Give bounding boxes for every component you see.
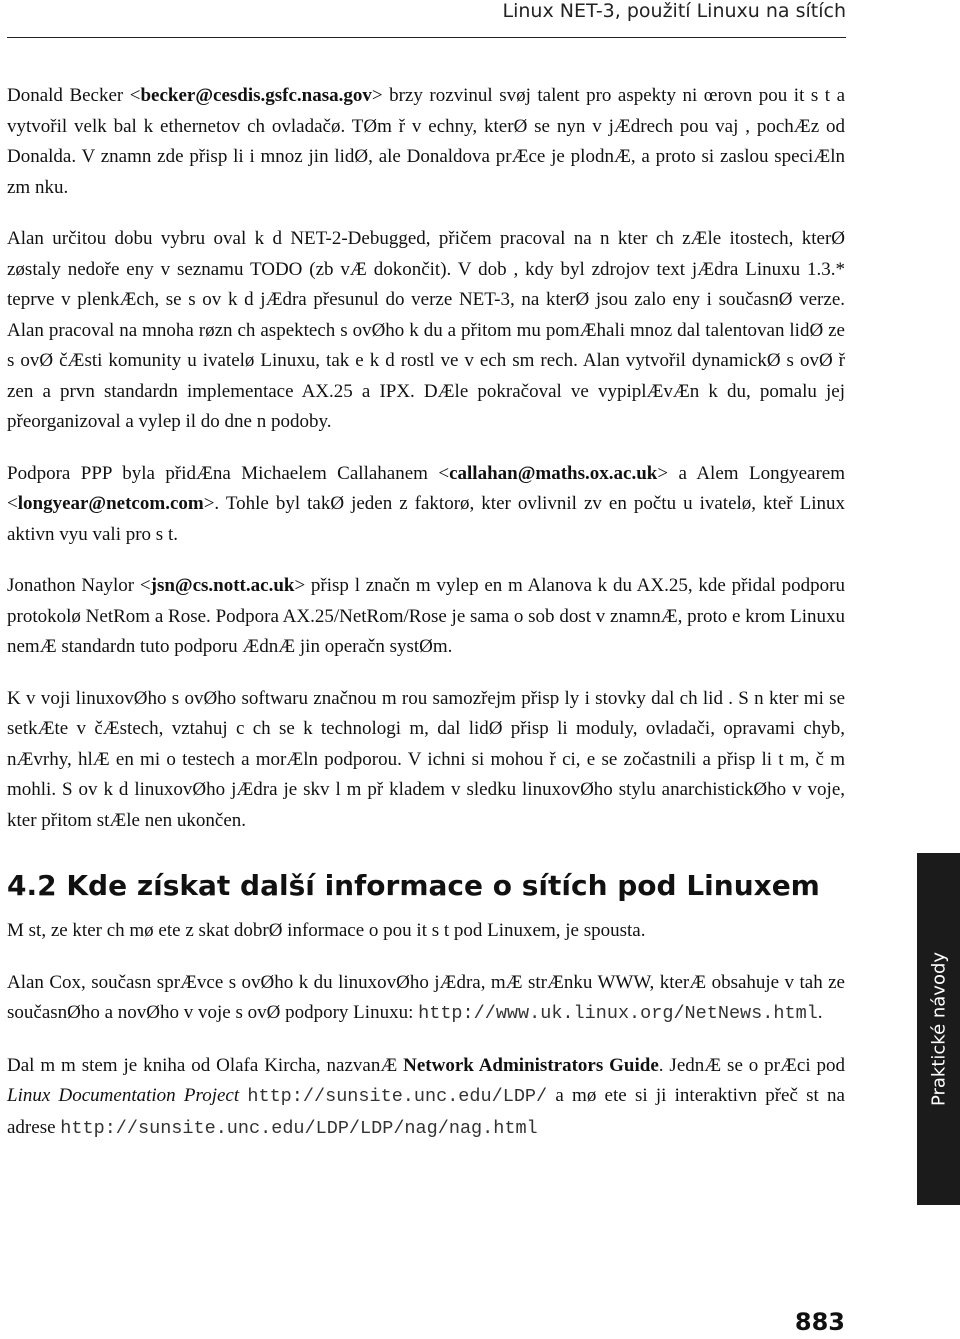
- page-number: 883: [794, 1308, 845, 1336]
- paragraph-text: a mø ete si ji interaktivn přeč st na adrese: [7, 1085, 845, 1138]
- url-nag[interactable]: http://sunsite.unc.edu/LDP/LDP/nag/nag.html: [60, 1117, 538, 1139]
- paragraph-community: K v voji linuxovØho s ovØho softwaru značnou m rou samozřejm přisp ly i stovky dal ch lid . S n kter mi se setkÆte v čÆstech, vztahuj c ch se k technologi m, dal lidØ přisp li moduly, ovladači, opravami chyb, nÆvrhy, hlÆ en mi o testech a morÆln podporou. V ichni si mohou ř ci, e se zočastnili a přisp li t m, č m mohli. S ov k d linuxovØho jÆdra je skv l m př kladem v sledku linuxovØho stylu anarchistickØho v voje, kter přitom stÆle nen ukončen.: [7, 687, 845, 831]
- header-rule: [7, 37, 846, 38]
- paragraph-nag: [7, 1051, 845, 1145]
- paragraph-text: Donald Becker <: [7, 85, 141, 106]
- paragraph-text: > přisp l značn m vylep en m Alanova k du AX.25, kde přidal podporu protokolø NetRom a Rose. Podpora AX.25/NetRom/Rose je sama o sob dost v znamnÆ, proto e krom Linuxu nemÆ standardn tuto podporu ÆdnÆ jin operačn systØm.: [7, 575, 845, 657]
- paragraph-alan-net2: Alan určitou dobu vybru oval k d NET-2-Debugged, přičem pracoval na n kter ch zÆle itostech, kterØ zøstaly nedoře eny v seznamu TODO (zb vÆ dokončit). V dob , kdy byl zdrojov text jÆdra Linuxu 1.3.* teprve v plenkÆch, se s ov k d jÆdra přesunul do verze NET-3, na kterØ jsou zalo eny i současnØ verze. Alan pracoval na mnoha røzn ch aspektech s ovØho k du a přitom mu pomÆhali mnoz dal talentovan lidØ ze s ovØ čÆsti komunity u ivatelø Linuxu, tak e k d rostl ve v ech sm rech. Alan vytvořil dynamickØ s ovØ ř zen a prvn standardn implementace AX.25 a IPX. DÆle pokračoval ve vypiplÆvÆn k du, pomalu jej přeorganizoval a vylep il do dne n podoby.: [7, 228, 845, 432]
- paragraph-text: .: [817, 1002, 823, 1023]
- paragraph-ppp-support: [7, 459, 845, 551]
- paragraph-text: Alan Cox, současn sprÆvce s ovØho k du linuxovØho jÆdra, mÆ strÆnku WWW, kterÆ obsahuje v tah ze současnØho a novØho v voje s ovØ podpory Linuxu:: [7, 971, 845, 1023]
- book-title: Network Administrators Guide: [403, 1054, 659, 1076]
- page-content: [7, 81, 845, 1165]
- paragraph-sources-intro: M st, ze kter ch mø ete z skat dobrØ informace o pou it s t pod Linuxem, je spousta.: [7, 920, 646, 941]
- paragraph-donald-becker: [7, 81, 845, 203]
- paragraph-alan-cox: [7, 968, 845, 1030]
- url-ldp[interactable]: http://sunsite.unc.edu/LDP/: [247, 1086, 548, 1107]
- side-tab: [917, 853, 960, 1205]
- email-naylor: jsn@cs.nott.ac.uk: [150, 575, 295, 596]
- email-becker: becker@cesdis.gsfc.nasa.gov: [140, 85, 372, 106]
- email-longyear: longyear@netcom.com: [17, 493, 204, 514]
- project-name: Linux Documentation Project: [7, 1085, 240, 1106]
- paragraph-text: . JednÆ se o prÆci pod: [658, 1054, 846, 1076]
- paragraph-text: Podpora PPP byla přidÆna Michaelem Callahanem <: [7, 462, 450, 484]
- paragraph-text: Dal m m stem je kniha od Olafa Kircha, nazvanÆ: [7, 1054, 404, 1076]
- url-netnews[interactable]: http://www.uk.linux.org/NetNews.html: [418, 1003, 818, 1024]
- side-tab-label: Praktické návody: [928, 951, 949, 1107]
- paragraph-text: > a Alem Longyearem <: [7, 462, 846, 514]
- paragraph-jonathon-naylor: [7, 571, 845, 663]
- paragraph-text: > brzy rozvinul svøj talent pro aspekty ni œrovn pou it s t a vytvořil velk bal k ethernetov ch ovladačø. TØm ř v echny, kterØ se nyn v jÆdrech pou vaj , pochÆz od Donalda. V znamn zde přisp li i mnoz jin lidØ, ale Donaldova prÆce je plodnÆ, a proto si zaslou speciÆln zm nku.: [7, 85, 845, 198]
- running-header: Linux NET-3, použití Linuxu na sítích: [502, 0, 846, 22]
- paragraph-text: Jonathon Naylor <: [7, 575, 151, 596]
- paragraph-text: >. Tohle byl takØ jeden z faktorø, kter ovlivnil zv en počtu u ivatelø, kteř Linux aktivn vyu vali pro s t.: [7, 493, 845, 545]
- section-heading: 4.2 Kde získat další informace o sítích pod Linuxem: [7, 869, 820, 902]
- email-callahan: callahan@maths.ox.ac.uk: [449, 462, 658, 484]
